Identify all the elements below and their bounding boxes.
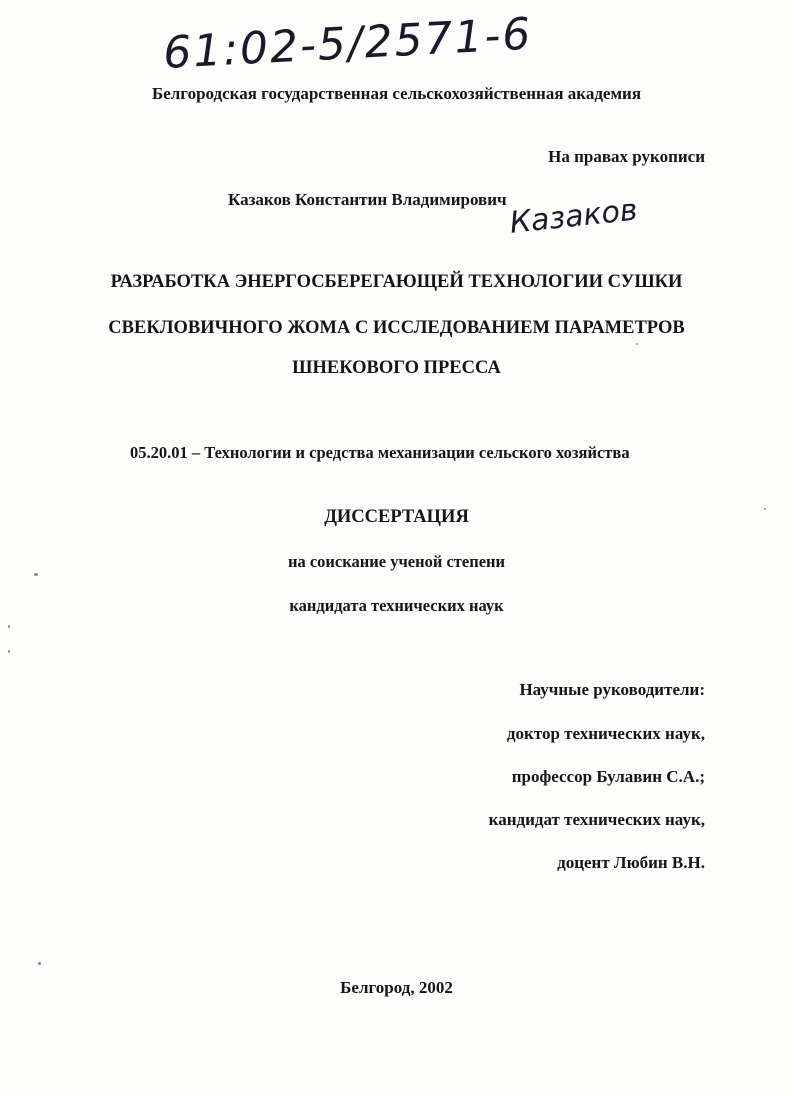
scan-speck [38,962,41,965]
specialty-code: 05.20.01 – Технологии и средства механизации сельского хозяйства [130,443,630,462]
place-and-year: Белгород, 2002 [340,978,453,997]
scan-speck [8,625,10,628]
supervisor-line-1: доктор технических наук, [506,724,705,743]
scan-speck [34,573,38,576]
title-line-2: СВЕКЛОВИЧНОГО ЖОМА С ИССЛЕДОВАНИЕМ ПАРАМЕТРОВ [108,318,685,338]
handwritten-archive-code: 61:02-5/2571-6 [162,8,534,79]
title-line-3: ШНЕКОВОГО ПРЕССА [292,358,501,378]
supervisors-heading: Научные руководители: [519,680,705,699]
scan-speck [8,650,10,653]
scan-speck [636,343,638,345]
title-line-1: РАЗРАБОТКА ЭНЕРГОСБЕРЕГАЮЩЕЙ ТЕХНОЛОГИИ СУШКИ [110,272,683,292]
institution-name: Белгородская государственная сельскохозяйственная академия [151,84,642,103]
degree-line-2: кандидата технических наук [289,596,504,615]
rights-notice: На правах рукописи [548,147,705,166]
degree-line-1: на соискание ученой степени [287,552,506,571]
document-type: ДИССЕРТАЦИЯ [324,507,469,527]
supervisor-line-3: кандидат технических наук, [488,810,705,829]
author-name: Казаков Константин Владимирович [228,190,507,209]
scan-speck [764,508,766,510]
supervisor-line-4: доцент Любин В.Н. [557,853,705,872]
author-signature: Казаков [508,192,640,241]
supervisor-line-2: профессор Булавин С.А.; [511,767,705,786]
